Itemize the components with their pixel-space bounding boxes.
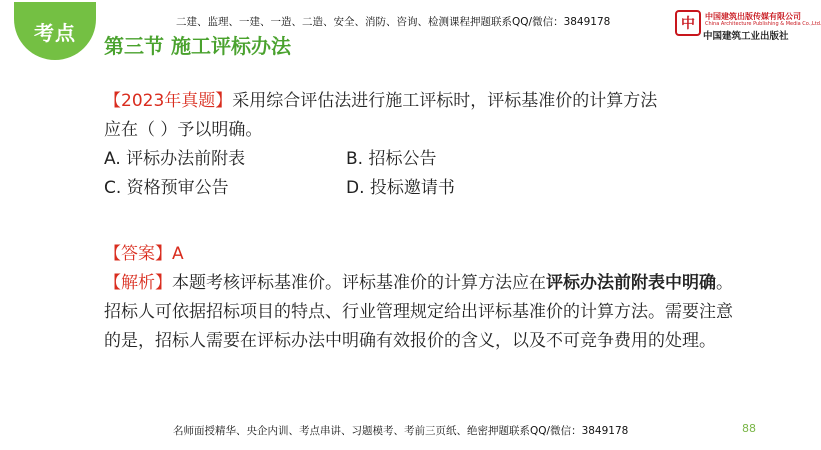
option-d: D. 投标邀请书 <box>346 178 455 198</box>
analysis-text-1: 本题考核评标基准价。评标基准价的计算方法应在 <box>172 273 546 293</box>
publisher-name: 中国建筑出版传媒有限公司 <box>705 12 801 21</box>
publisher-mark-icon: 中 <box>675 10 701 36</box>
options-grid <box>104 145 734 203</box>
analysis-paragraph <box>104 269 734 356</box>
answer-line <box>104 240 734 269</box>
section-title: 第三节 施工评标办法 <box>104 34 291 58</box>
analysis-tag: 【解析】 <box>104 273 172 293</box>
slide-content <box>104 87 734 356</box>
section-badge <box>14 2 96 60</box>
option-b: B. 招标公告 <box>346 149 437 169</box>
page-number: 88 <box>742 422 756 435</box>
header-promo-text: 二建、监理、一建、一造、二造、安全、消防、咨询、检测课程押题联系QQ/微信：3849178 <box>176 16 611 28</box>
analysis-bold-1: 评标办法前附表 <box>546 273 665 293</box>
question-text-1: 采用综合评估法进行施工评标时，评标基准价的计算方法 <box>232 91 658 111</box>
publisher-calligraphy: 中国建筑工业出版社 <box>703 31 789 42</box>
badge-label: 考点 <box>34 20 76 45</box>
analysis-bold-2: 中明确 <box>665 273 716 293</box>
option-a: A. 评标办法前附表 <box>104 149 246 169</box>
publisher-english-name: China Architecture Publishing & Media Co.,Ltd. <box>705 21 821 27</box>
answer-tag: 【答案】 <box>104 244 172 264</box>
question-line-1 <box>104 87 734 116</box>
question-tag: 【2023年真题】 <box>104 91 233 111</box>
analysis-text-2: 。招标人可依据招标项目的特点、行业管理规定给出评标基准价的计算方法。需要注意的是，招标人需要在评标办法中明确有效报价的含义，以及不可竞争费用的处理。 <box>104 273 733 351</box>
question-line-2: 应在（ ）予以明确。 <box>104 120 263 140</box>
option-c: C. 资格预审公告 <box>104 178 229 198</box>
answer-value: A <box>172 244 184 264</box>
footer-promo-text: 名师面授精华、央企内训、考点串讲、习题模考、考前三页纸、绝密押题联系QQ/微信：3849178 <box>173 425 629 437</box>
publisher-logo <box>675 10 821 42</box>
